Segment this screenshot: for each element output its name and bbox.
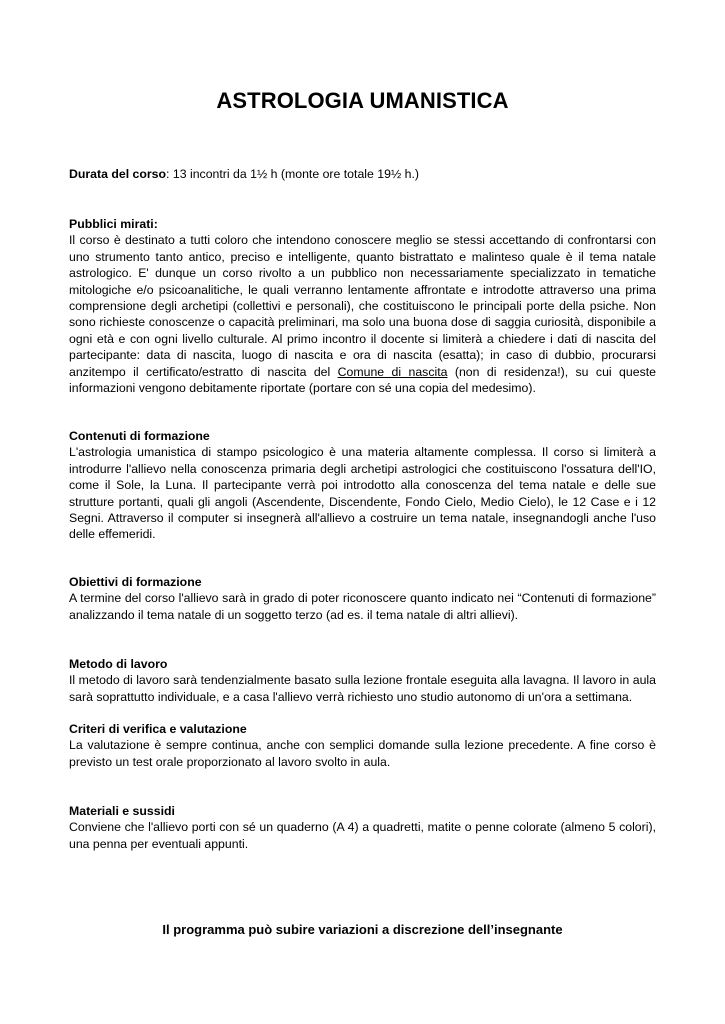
work-method-text: Il metodo di lavoro sarà tendenzialmente basato sulla lezione frontale eseguita alla lavagna. Il lavoro in aula sarà soprattutto individuale, e a casa l'allievo verrà richiesto uno studio autonomo di un'ora a settimana.: [69, 673, 656, 704]
materials-heading: Materiali e sussidi: [69, 804, 175, 818]
target-audience-text-part2: (non di residenza!), su cui queste informazioni vengono debitamente riportate (portare con sé una copia del medesimo).: [69, 364, 656, 396]
course-duration: [69, 166, 656, 182]
work-method-heading: Metodo di lavoro: [69, 657, 168, 671]
materials-text: Conviene che l'allievo porti con sé un quaderno (A 4) a quadretti, matite o penne colorate (almeno 5 colori), una penna per eventuali appunti.: [69, 820, 656, 851]
evaluation-criteria-heading: Criteri di verifica e valutazione: [69, 722, 247, 736]
section-evaluation-criteria: [69, 721, 656, 770]
duration-value: : 13 incontri da 1½ h (monte ore totale 19½ h.): [166, 167, 419, 181]
evaluation-criteria-text: La valutazione è sempre continua, anche con semplici domande sulla lezione precedente. A fine corso è previsto un test orale proporzionato al lavoro svolto in aula.: [69, 738, 656, 769]
footer-note: Il programma può subire variazioni a discrezione dell’insegnante: [162, 922, 563, 937]
birth-municipality-underlined: Comune di nascita: [337, 364, 448, 379]
section-training-contents: [69, 428, 656, 543]
section-target-audience: [69, 216, 656, 396]
section-materials: [69, 803, 656, 852]
target-audience-text: [69, 232, 656, 396]
training-objectives-heading: Obiettivi di formazione: [69, 575, 202, 589]
section-training-objectives: [69, 574, 656, 623]
page-title: ASTROLOGIA UMANISTICA: [216, 88, 509, 113]
training-objectives-text: A termine del corso l'allievo sarà in grado di poter riconoscere quanto indicato nei “Contenuti di formazione” analizzando il tema natale di un soggetto terzo (ad es. il tema natale di altri allievi).: [69, 591, 656, 622]
duration-label: Durata del corso: [69, 167, 167, 181]
target-audience-text-part1: Il corso è destinato a tutti coloro che intendono conoscere meglio se stessi accettando di confrontarsi con uno strumento tanto antico, preciso e intelligente, quanto bistrattato e malinteso quale è il tema natale astrologico. E' dunque un corso rivolto a un pubblico non necessariamente specializzato in tematiche mitologiche e/o psicoanalitiche, le quali verranno lentamente affrontate e introdotte attraverso una prima comprensione degli archetipi (collettivi e personali), che costituiscono le principali porte della psiche. Non sono richieste conoscenze o capacità preliminari, ma solo una buona dose di saggia curiosità, disponibile a ogni età e con ogni livello culturale. Al primo incontro il docente si limiterà a chiedere i dati di nascita del partecipante: data di nascita, luogo di nascita e ora di nascita (esatta); in caso di dubbio, procurarsi anzitempo il certificato/estratto di nascita del: [69, 233, 656, 379]
target-audience-heading: Pubblici mirati:: [69, 217, 158, 231]
training-contents-heading: Contenuti di formazione: [69, 429, 210, 443]
section-work-method: [69, 656, 656, 705]
training-contents-text: L'astrologia umanistica di stampo psicologico è una materia altamente complessa. Il corso si limiterà a introdurre l'allievo nella conoscenza primaria degli archetipi astrologici che costituiscono l'ossatura dell'IO, come il Sole, la Luna. Il partecipante verrà poi introdotto alla conoscenza del tema natale e delle sue strutture portanti, quali gli angoli (Ascendente, Discendente, Fondo Cielo, Medio Cielo), le 12 Case e i 12 Segni. Attraverso il computer si insegnerà all'allievo a costruire un tema natale, insegnandogli anche l'uso delle effemeridi.: [69, 445, 656, 542]
